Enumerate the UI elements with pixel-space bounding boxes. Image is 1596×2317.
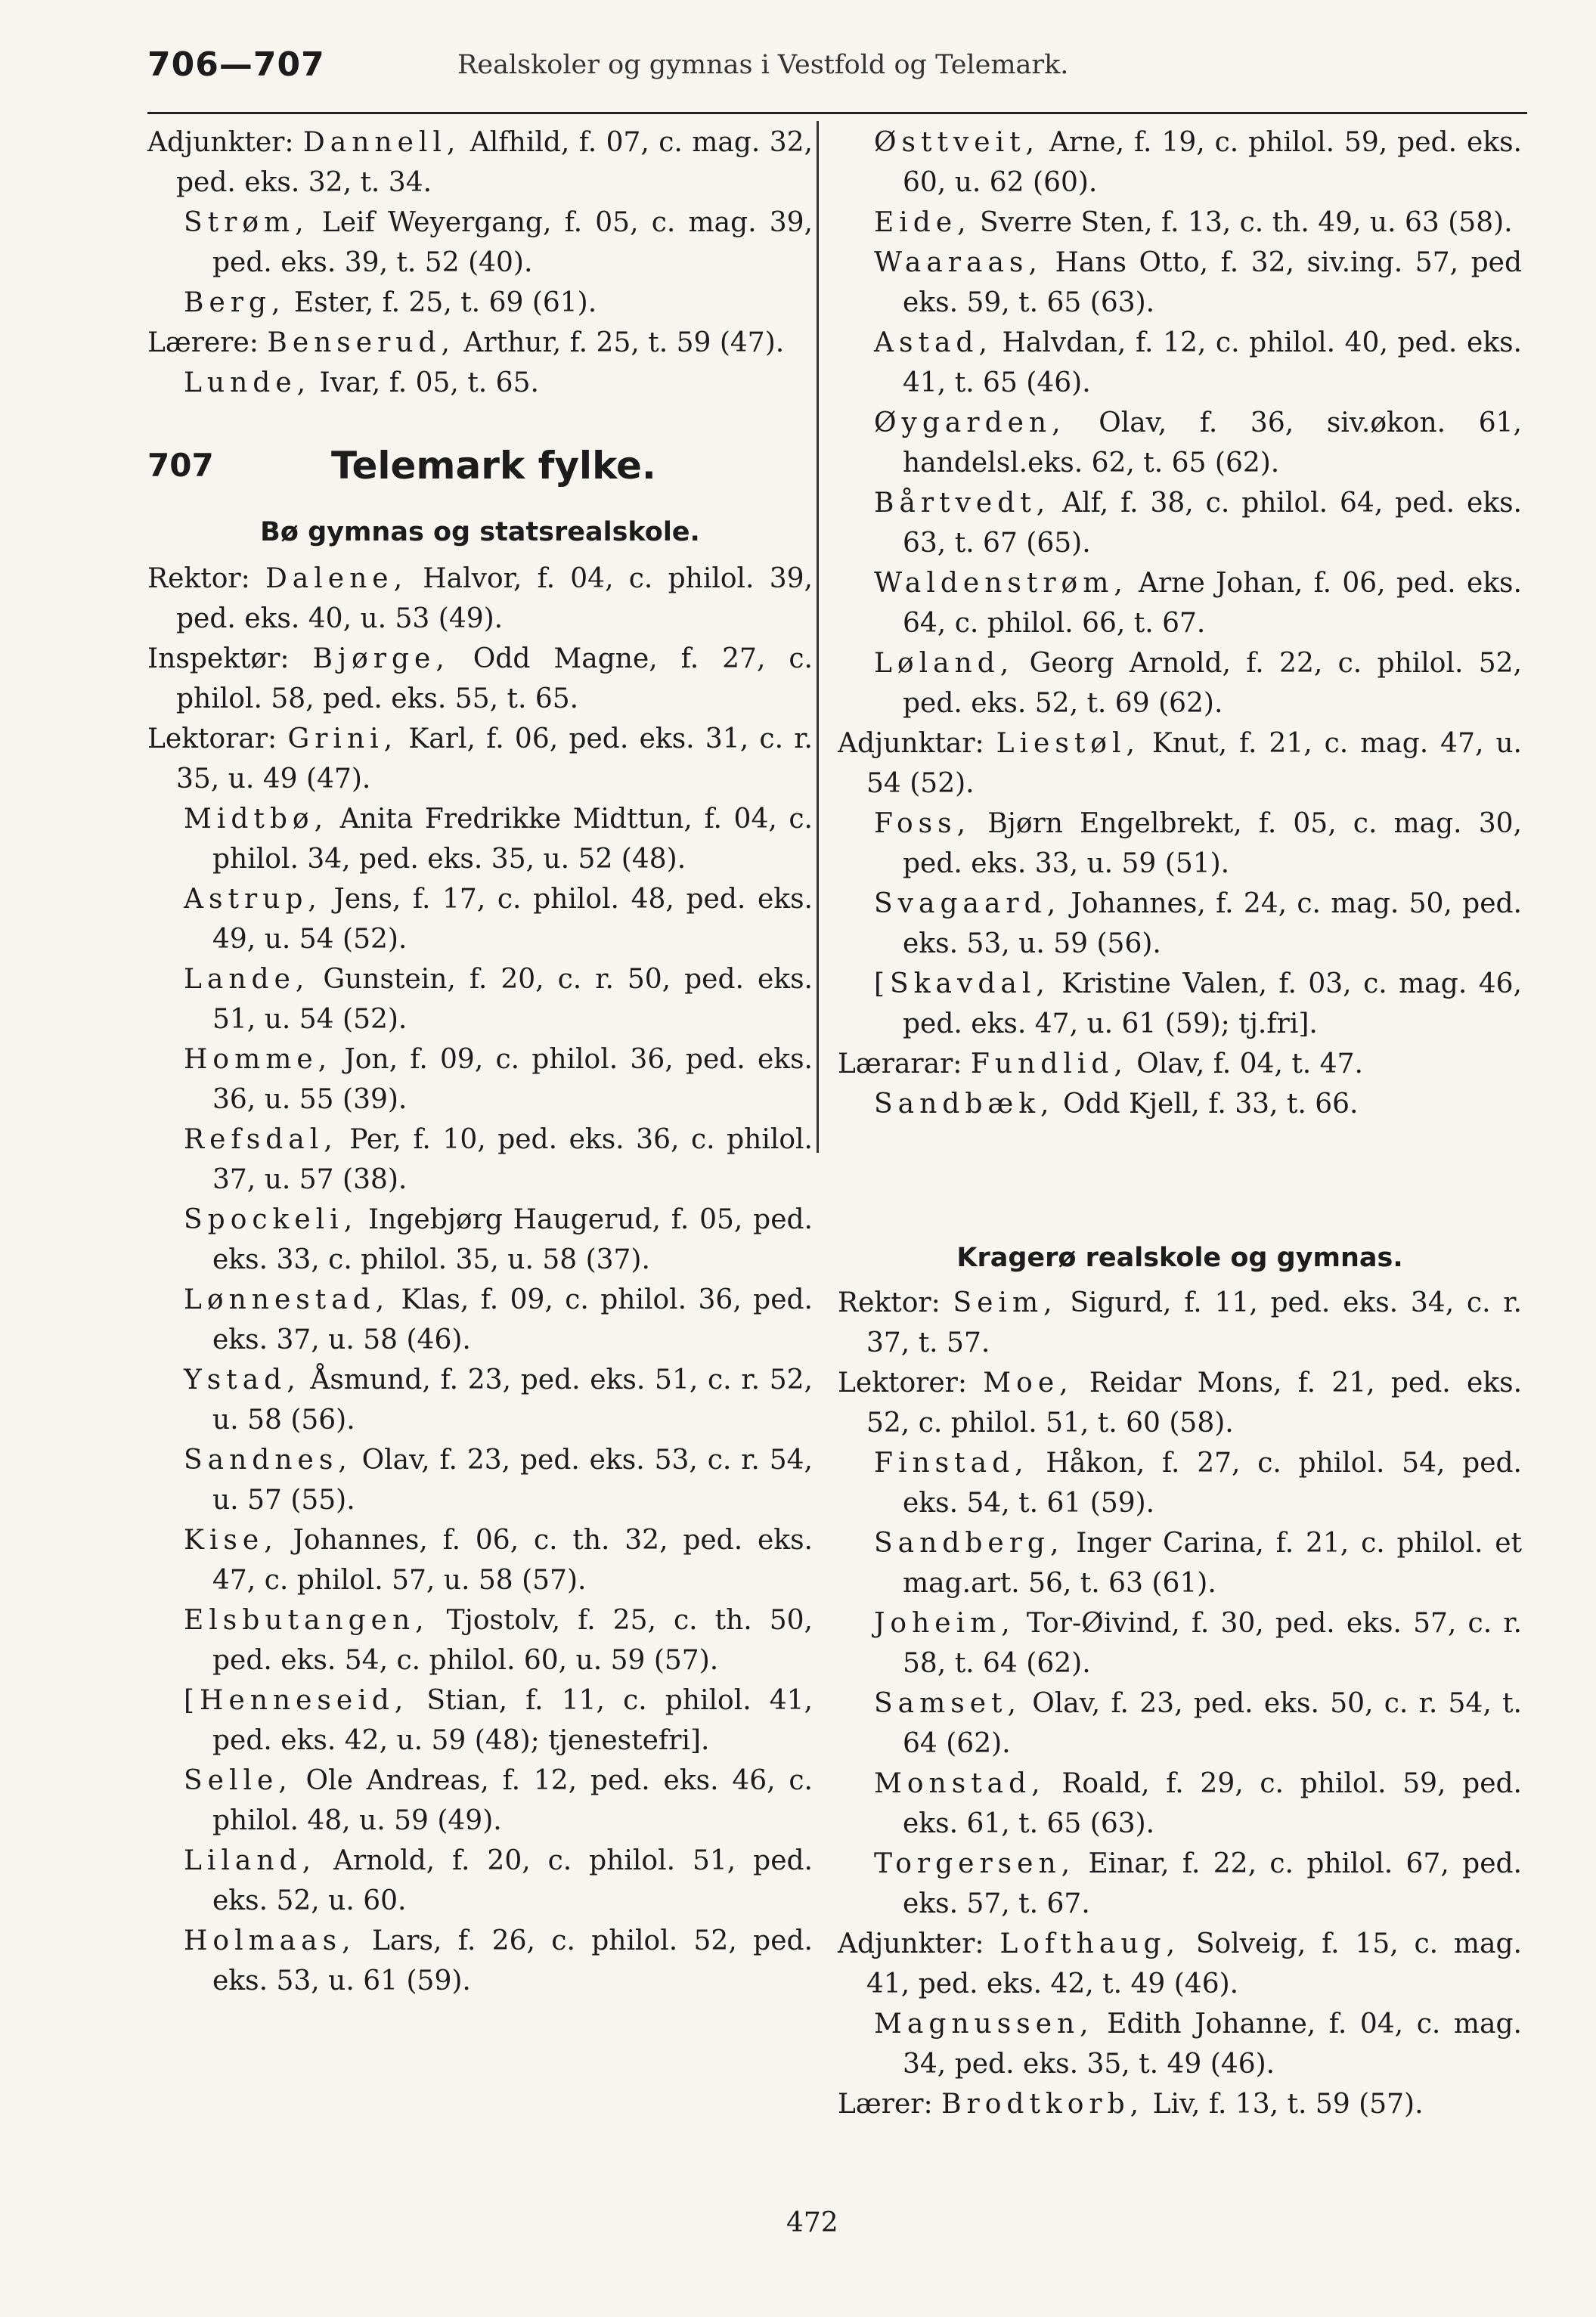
entry-details: Tjostolv, f. 25, c. th. 50, ped. eks. 54, c. philol. 60, u. 59 (57).: [212, 1605, 813, 1676]
staff-entry: [838, 1044, 1522, 1084]
entry-details: Odd Kjell, f. 33, t. 66.: [1062, 1089, 1359, 1120]
running-title: Realskoler og gymnas i Vestfold og Telemark.: [457, 50, 1069, 80]
entry-name: Øygarden,: [874, 407, 1066, 438]
entry-name: Joheim,: [874, 1608, 1015, 1639]
right-top-entries: [838, 122, 1522, 1124]
staff-entry: [838, 403, 1522, 483]
header-rule: [147, 112, 1527, 114]
entry-details: Halvdan, f. 12, c. philol. 40, ped. eks. 41, t. 65 (46).: [903, 327, 1522, 398]
entry-name: Spockeli,: [184, 1204, 358, 1235]
entry-name: [Skavdal,: [874, 968, 1050, 999]
entry-details: Alfhild, f. 07, c. mag. 32, ped. eks. 32, t. 34.: [176, 127, 813, 198]
staff-entry: [147, 1200, 813, 1280]
staff-entry: [147, 323, 813, 363]
entry-details: Anita Fredrikke Midttun, f. 04, c. philol. 34, ped. eks. 35, u. 52 (48).: [212, 804, 813, 875]
staff-entry: [147, 1921, 813, 2001]
staff-entry: [838, 122, 1522, 203]
entry-name: Waaraas,: [874, 247, 1043, 278]
staff-entry: [838, 1443, 1522, 1523]
entry-name: Astrup,: [184, 884, 322, 915]
staff-entry: [147, 1761, 813, 1841]
staff-entry: [838, 1283, 1522, 1363]
entry-details: Kristine Valen, f. 03, c. mag. 46, ped. eks. 47, u. 61 (59); tj.fri].: [903, 968, 1522, 1039]
entry-name: Lønnestad,: [184, 1284, 390, 1315]
staff-entry: [838, 1363, 1522, 1443]
section-title: Telemark fylke.: [331, 444, 656, 488]
entry-role: Adjunktar:: [838, 728, 984, 759]
entry-name: Grini,: [287, 723, 398, 754]
staff-entry: [838, 2084, 1522, 2124]
entry-details: Jon, f. 09, c. philol. 36, ped. eks. 36, u. 55 (39).: [212, 1044, 813, 1115]
footer-page-number: 472: [786, 2207, 838, 2238]
staff-entry: [147, 363, 813, 403]
entry-name: Kise,: [184, 1525, 278, 1556]
entry-name: Bjørge,: [312, 643, 450, 674]
entry-details: Tor-Øivind, f. 30, ped. eks. 57, c. r. 58, t. 64 (62).: [903, 1608, 1522, 1679]
entry-name: Liestøl,: [996, 728, 1140, 759]
entry-role: Inspektør:: [147, 643, 290, 674]
column-divider: [817, 121, 819, 1153]
section-heading: [147, 444, 813, 507]
entry-role: Lærarar:: [838, 1049, 962, 1080]
staff-entry: [147, 959, 813, 1039]
entry-details: Lars, f. 26, c. philol. 52, ped. eks. 53, u. 61 (59).: [212, 1925, 813, 1996]
staff-entry: [838, 1523, 1522, 1603]
entry-details: Olav, f. 04, t. 47.: [1136, 1049, 1363, 1080]
entry-details: Einar, f. 22, c. philol. 67, ped. eks. 57, t. 67.: [903, 1848, 1522, 1919]
entry-details: Johannes, f. 24, c. mag. 50, ped. eks. 53, u. 59 (56).: [903, 888, 1523, 959]
staff-entry: [838, 1084, 1522, 1124]
staff-entry: [838, 1684, 1522, 1764]
entry-name: Østtveit,: [874, 127, 1040, 158]
left-school-entries: [147, 559, 813, 2001]
staff-entry: [838, 1924, 1522, 2004]
entry-name: Magnussen,: [874, 2009, 1094, 2040]
staff-entry: [147, 1120, 813, 1200]
entry-details: Arne Johan, f. 06, ped. eks. 64, c. philol. 66, t. 67.: [903, 568, 1522, 639]
staff-entry: [838, 563, 1522, 643]
staff-entry: [147, 1680, 813, 1761]
staff-entry: [838, 243, 1522, 323]
entry-name: Holmaas,: [184, 1925, 356, 1956]
staff-entry: [147, 1039, 813, 1120]
entry-details: Reidar Mons, f. 21, ped. eks. 52, c. philol. 51, t. 60 (58).: [866, 1368, 1523, 1439]
staff-entry: [838, 483, 1522, 563]
staff-entry: [147, 1520, 813, 1600]
staff-entry: [838, 723, 1522, 804]
page-number: 706—707: [147, 45, 325, 84]
entry-details: Hans Otto, f. 32, siv.ing. 57, ped eks. 59, t. 65 (63).: [903, 247, 1522, 318]
entry-details: Ivar, f. 05, t. 65.: [319, 367, 539, 398]
entry-name: Berg,: [184, 287, 286, 318]
entry-role: Rektor:: [147, 563, 250, 594]
entry-details: Leif Weyergang, f. 05, c. mag. 39, ped. eks. 39, t. 52 (40).: [212, 207, 813, 278]
entry-name: Bårtvedt,: [874, 488, 1051, 519]
entry-details: Georg Arnold, f. 22, c. philol. 52, ped. eks. 52, t. 69 (62).: [903, 648, 1523, 719]
right-school-entries: [838, 1283, 1522, 2124]
entry-role: Lektorar:: [147, 723, 277, 754]
staff-entry: [838, 323, 1522, 403]
entry-details: Olav, f. 23, ped. eks. 53, c. r. 54, u. 57 (55).: [212, 1445, 813, 1516]
entry-details: Olav, f. 36, siv.økon. 61, handelsl.eks. 62, t. 65 (62).: [903, 407, 1522, 479]
entry-name: Elsbutangen,: [184, 1605, 429, 1636]
staff-entry: [147, 1280, 813, 1360]
entry-name: Astad,: [874, 327, 993, 358]
entry-name: Dalene,: [265, 563, 408, 594]
entry-name: Sandbæk,: [874, 1089, 1055, 1120]
entry-role: Adjunkter:: [838, 1928, 984, 1959]
school-title: Kragerø realskole og gymnas.: [956, 1243, 1403, 1273]
staff-entry: [838, 1764, 1522, 1844]
right-column: [838, 122, 1522, 2124]
entry-details: Karl, f. 06, ped. eks. 31, c. r. 35, u. 49 (47).: [176, 723, 813, 795]
entry-name: Foss,: [874, 808, 972, 839]
staff-entry: [147, 1440, 813, 1520]
entry-details: Sigurd, f. 11, ped. eks. 34, c. r. 37, t. 57.: [866, 1287, 1522, 1358]
staff-entry: [147, 719, 813, 799]
entry-role: Adjunkter:: [147, 127, 294, 158]
entry-details: Bjørn Engelbrekt, f. 05, c. mag. 30, ped. eks. 33, u. 59 (51).: [903, 808, 1522, 879]
staff-entry: [838, 203, 1522, 243]
entry-role: Lærer:: [838, 2089, 933, 2120]
entry-details: Jens, f. 17, c. philol. 48, ped. eks. 49, u. 54 (52).: [212, 884, 813, 955]
entry-details: Per, f. 10, ped. eks. 36, c. philol. 37, u. 57 (38).: [212, 1124, 813, 1195]
entry-name: Liland,: [184, 1845, 317, 1876]
entry-details: Knut, f. 21, c. mag. 47, u. 54 (52).: [866, 728, 1522, 799]
entry-details: Stian, f. 11, c. philol. 41, ped. eks. 42, u. 59 (48); tjenestefri].: [212, 1685, 813, 1756]
entry-name: Sandberg,: [874, 1528, 1065, 1559]
entry-details: Solveig, f. 15, c. mag. 41, ped. eks. 42, t. 49 (46).: [866, 1928, 1522, 1999]
entry-details: Ingebjørg Haugerud, f. 05, ped. eks. 33, c. philol. 35, u. 58 (37).: [212, 1204, 813, 1275]
staff-entry: [838, 1603, 1522, 1684]
entry-details: Johannes, f. 06, c. th. 32, ped. eks. 47, c. philol. 57, u. 58 (57).: [212, 1525, 813, 1596]
entry-name: Sandnes,: [184, 1445, 352, 1476]
entry-name: Svagaard,: [874, 888, 1061, 919]
entry-details: Arnold, f. 20, c. philol. 51, ped. eks. 52, u. 60.: [212, 1845, 813, 1916]
entry-role: Lektorer:: [838, 1368, 968, 1399]
entry-name: Torgersen,: [874, 1848, 1076, 1879]
entry-name: Lofthaug,: [999, 1928, 1181, 1959]
staff-entry: [838, 643, 1522, 723]
entry-name: Seim,: [953, 1287, 1058, 1318]
entry-details: Inger Carina, f. 21, c. philol. et mag.art. 56, t. 63 (61).: [903, 1528, 1522, 1599]
entry-name: Monstad,: [874, 1768, 1046, 1799]
staff-entry: [147, 1600, 813, 1680]
left-column: [147, 122, 813, 2001]
staff-entry: [147, 203, 813, 283]
entry-name: Strøm,: [184, 207, 309, 238]
entry-name: Waldenstrøm,: [874, 568, 1128, 599]
entry-name: Lunde,: [184, 367, 311, 398]
entry-name: Refsdal,: [184, 1124, 338, 1155]
entry-details: Odd Magne, f. 27, c. philol. 58, ped. eks. 55, t. 65.: [176, 643, 813, 714]
entry-details: Alf, f. 38, c. philol. 64, ped. eks. 63, t. 67 (65).: [903, 488, 1522, 559]
staff-entry: [147, 122, 813, 203]
left-top-entries: [147, 122, 813, 403]
entry-details: Liv, f. 13, t. 59 (57).: [1152, 2089, 1424, 2120]
entry-name: Ystad,: [184, 1364, 301, 1395]
entry-details: Roald, f. 29, c. philol. 59, ped. eks. 61, t. 65 (63).: [903, 1768, 1522, 1839]
entry-name: Moe,: [983, 1368, 1074, 1399]
staff-entry: [147, 283, 813, 323]
staff-entry: [838, 804, 1522, 884]
staff-entry: [147, 559, 813, 639]
page-header: [147, 45, 1523, 98]
entry-name: Samset,: [874, 1688, 1021, 1719]
entry-details: Halvor, f. 04, c. philol. 39, ped. eks. 40, u. 53 (49).: [176, 563, 813, 634]
entry-details: Edith Johanne, f. 04, c. mag. 34, ped. eks. 35, t. 49 (46).: [903, 2009, 1522, 2080]
school-title: Bø gymnas og statsrealskole.: [260, 517, 700, 547]
staff-entry: [838, 884, 1522, 964]
entry-name: Homme,: [184, 1044, 333, 1075]
entry-role: Rektor:: [838, 1287, 941, 1318]
entry-name: Eide,: [874, 207, 972, 238]
entry-name: Lande,: [184, 964, 310, 995]
entry-details: Ole Andreas, f. 12, ped. eks. 46, c. philol. 48, u. 59 (49).: [212, 1765, 813, 1836]
entry-details: Sverre Sten, f. 13, c. th. 49, u. 63 (58).: [980, 207, 1513, 238]
entry-name: [Henneseid,: [184, 1685, 409, 1716]
entry-name: Dannell,: [302, 127, 461, 158]
entry-name: Løland,: [874, 648, 1015, 679]
staff-entry: [147, 879, 813, 959]
staff-entry: [147, 1360, 813, 1440]
entry-name: Brodtkorb,: [941, 2089, 1145, 2120]
entry-details: Åsmund, f. 23, ped. eks. 51, c. r. 52, u. 58 (56).: [212, 1364, 813, 1436]
entry-details: Ester, f. 25, t. 69 (61).: [293, 287, 597, 318]
entry-name: Benserud,: [267, 327, 455, 358]
staff-entry: [147, 799, 813, 879]
entry-name: Finstad,: [874, 1448, 1029, 1479]
staff-entry: [838, 1844, 1522, 1924]
section-number: 707: [147, 447, 214, 484]
entry-details: Gunstein, f. 20, c. r. 50, ped. eks. 51, u. 54 (52).: [212, 964, 813, 1035]
staff-entry: [147, 1841, 813, 1921]
entry-details: Arthur, f. 25, t. 59 (47).: [463, 327, 785, 358]
entry-details: Håkon, f. 27, c. philol. 54, ped. eks. 54, t. 61 (59).: [903, 1448, 1522, 1519]
entry-name: Fundlid,: [970, 1049, 1128, 1080]
entry-details: Klas, f. 09, c. philol. 36, ped. eks. 37, u. 58 (46).: [212, 1284, 813, 1355]
staff-entry: [838, 2004, 1522, 2084]
entry-role: Lærere:: [147, 327, 259, 358]
staff-entry: [838, 964, 1522, 1044]
entry-details: Arne, f. 19, c. philol. 59, ped. eks. 60, u. 62 (60).: [903, 127, 1522, 198]
entry-details: Olav, f. 23, ped. eks. 50, c. r. 54, t. 64 (62).: [903, 1688, 1522, 1759]
entry-name: Midtbø,: [184, 804, 329, 835]
staff-entry: [147, 639, 813, 719]
entry-name: Selle,: [184, 1765, 293, 1796]
